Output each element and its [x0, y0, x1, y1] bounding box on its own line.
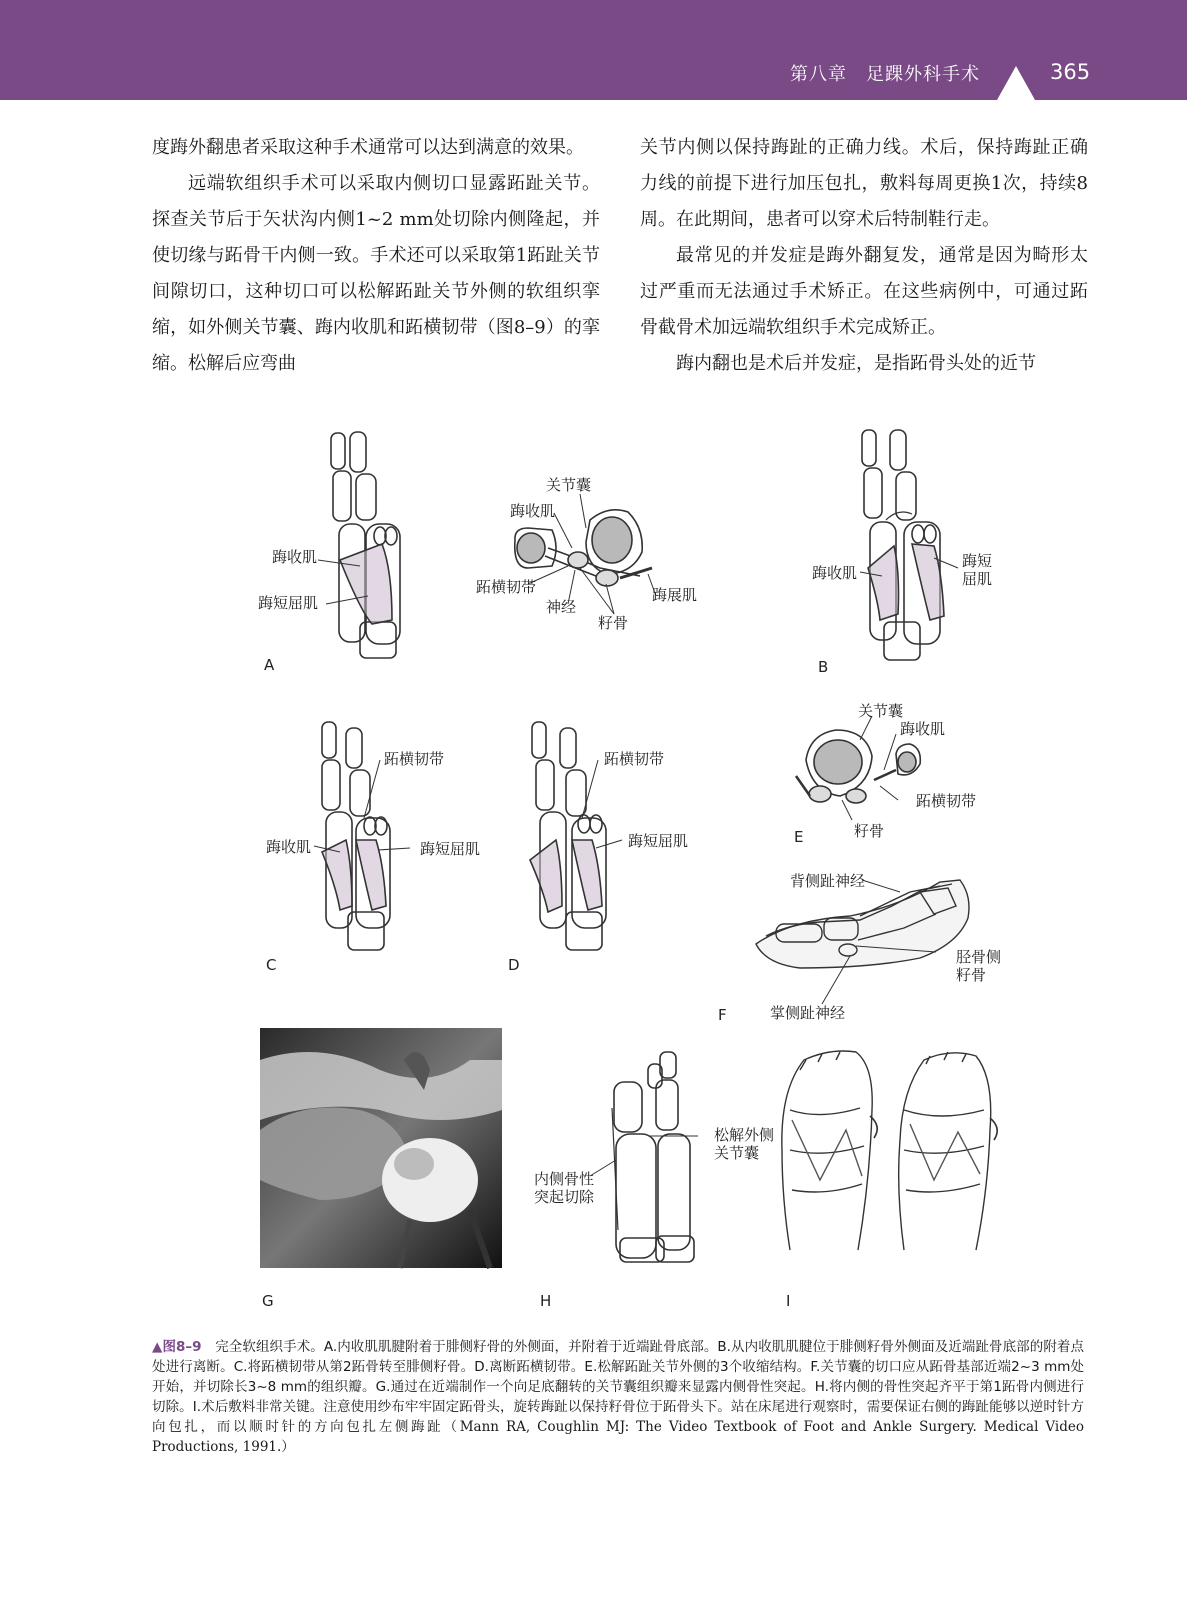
right-paragraph-3: 踇内翻也是术后并发症，是指跖骨头处的近节 — [676, 353, 1036, 374]
panel-letter-g: G — [262, 1292, 274, 1310]
label-e-adductor: 踇收肌 — [900, 720, 946, 738]
label-e-capsule: 关节囊 — [858, 702, 904, 720]
label-f-tibial-sesamoid-1: 胫骨侧 — [956, 948, 1002, 966]
panel-b-foot-drawing — [862, 430, 944, 660]
label-d-short-flexor: 踇短屈肌 — [628, 832, 689, 850]
label-h-release-2: 关节囊 — [714, 1144, 760, 1162]
left-paragraph-1: 度踇外翻患者采取这种手术通常可以达到满意的效果。 — [152, 137, 584, 158]
label-f-dorsal-nerve: 背侧趾神经 — [790, 872, 866, 890]
panel-letter-a: A — [264, 656, 275, 674]
panel-letter-c: C — [266, 956, 277, 974]
label-b-adductor: 踇收肌 — [812, 564, 858, 582]
caption-text: 完全软组织手术。A.内收肌肌腱附着于腓侧籽骨的外侧面，并附着于近端趾骨底部。B.从内收肌肌腱位于腓侧籽骨外侧面及近端趾骨底部的附着点处进行离断。C.将跖横韧带从第2跖骨转至腓侧籽骨。D.离断跖横韧带。E.松解跖趾关节外侧的3个收缩结构。F.关节囊的切口应从跖骨基部近端2~3 mm处开始，并切除长3~8 mm的组织瓣。G.通过在近端制作一个向足底翻转的关节囊组织瓣来显露内侧骨性突起。H.将内侧的骨性突起齐平于第1跖骨内侧进行切除。I.术后敷料非常关键。注意使用纱布牢牢固定跖骨头，旋转踇趾以保持籽骨位于跖骨头下。站在床尾进行观察时，需要保证右侧的踇趾能够以逆时针方向包扎，而以顺时针的方向包扎左侧踇趾 — [152, 1339, 1084, 1435]
label-sec-nerve: 神经 — [546, 598, 577, 616]
left-paragraph-2: 远端软组织手术可以采取内侧切口显露跖趾关节。探查关节后于矢状沟内侧1~2 mm处切除内侧隆起，并使切缘与跖骨干内侧一致。手术还可以采取第1跖趾关节间隙切口，这种切口可以松解跖趾关节外侧的软组织挛缩，如外侧关节囊、踇内收肌和跖横韧带（图8–9）的挛缩。松解后应弯曲 — [152, 173, 600, 374]
panel-g-surgical-photo — [260, 1028, 502, 1268]
label-sec-adductor: 踇收肌 — [510, 502, 556, 520]
label-b-short-flexor-2: 屈肌 — [962, 570, 993, 588]
right-paragraph-1: 关节内侧以保持踇趾的正确力线。术后，保持踇趾正确力线的前提下进行加压包扎，敷料每周更换1次，持续8周。在此期间，患者可以穿术后特制鞋行走。 — [640, 137, 1088, 230]
label-d-ligament: 跖横韧带 — [604, 750, 665, 768]
panel-e-cross-section — [796, 730, 920, 803]
label-sec-abductor: 踇展肌 — [652, 586, 698, 604]
panel-letter-h: H — [540, 1292, 552, 1310]
panel-letter-e: E — [794, 828, 804, 846]
label-h-medial-1: 内侧骨性 — [534, 1170, 595, 1188]
panel-d-foot-drawing — [530, 722, 606, 950]
label-f-plantar-nerve: 掌侧趾神经 — [770, 1004, 846, 1022]
label-f-tibial-sesamoid-2: 籽骨 — [956, 966, 987, 984]
label-c-ligament: 跖横韧带 — [384, 750, 445, 768]
panel-letter-f: F — [718, 1006, 727, 1024]
panel-letter-d: D — [508, 956, 520, 974]
label-a-short-flexor: 踇短屈肌 — [258, 594, 319, 612]
panel-i-bandaged-feet-drawing — [782, 1051, 997, 1250]
label-b-short-flexor-1: 踇短 — [962, 552, 993, 570]
panel-d-leader-lines — [582, 760, 622, 848]
panel-c-leader-lines — [314, 760, 410, 852]
panel-h-leader-lines — [590, 1136, 698, 1176]
label-c-short-flexor: 踇短屈肌 — [420, 840, 481, 858]
label-h-medial-2: 突起切除 — [534, 1188, 595, 1206]
panel-letter-b: B — [818, 658, 829, 676]
caption-label: ▲图8–9 — [152, 1339, 202, 1355]
chapter-title: 第八章 足踝外科手术 — [790, 64, 980, 85]
label-sec-sesamoid: 籽骨 — [598, 614, 629, 632]
label-c-adductor: 踇收肌 — [266, 838, 312, 856]
caption-reference: （Mann RA, Coughlin MJ: The Video Textbook of Foot and Ankle Surgery. Medical Video Productions, 1991.） — [152, 1419, 1085, 1455]
page-number: 365 — [1050, 60, 1091, 84]
panel-f-foot-side-drawing — [756, 880, 969, 968]
label-sec-ligament: 跖横韧带 — [476, 578, 537, 596]
label-h-release-1: 松解外侧 — [714, 1126, 775, 1144]
panel-a-foot-drawing — [331, 432, 400, 658]
right-paragraph-2: 最常见的并发症是踇外翻复发，通常是因为畸形太过严重而无法通过手术矫正。在这些病例中，可通过跖骨截骨术加远端软组织手术完成矫正。 — [640, 245, 1088, 338]
panel-letter-i: I — [786, 1292, 791, 1310]
label-sec-capsule: 关节囊 — [546, 476, 592, 494]
figure-caption — [152, 1337, 1084, 1457]
label-a-adductor: 踇收肌 — [272, 548, 318, 566]
cross-section-drawing — [515, 510, 652, 586]
panel-c-foot-drawing — [322, 722, 390, 950]
panel-h-foot-drawing — [612, 1052, 694, 1262]
label-e-sesamoid: 籽骨 — [854, 822, 885, 840]
label-e-ligament: 跖横韧带 — [916, 792, 977, 810]
